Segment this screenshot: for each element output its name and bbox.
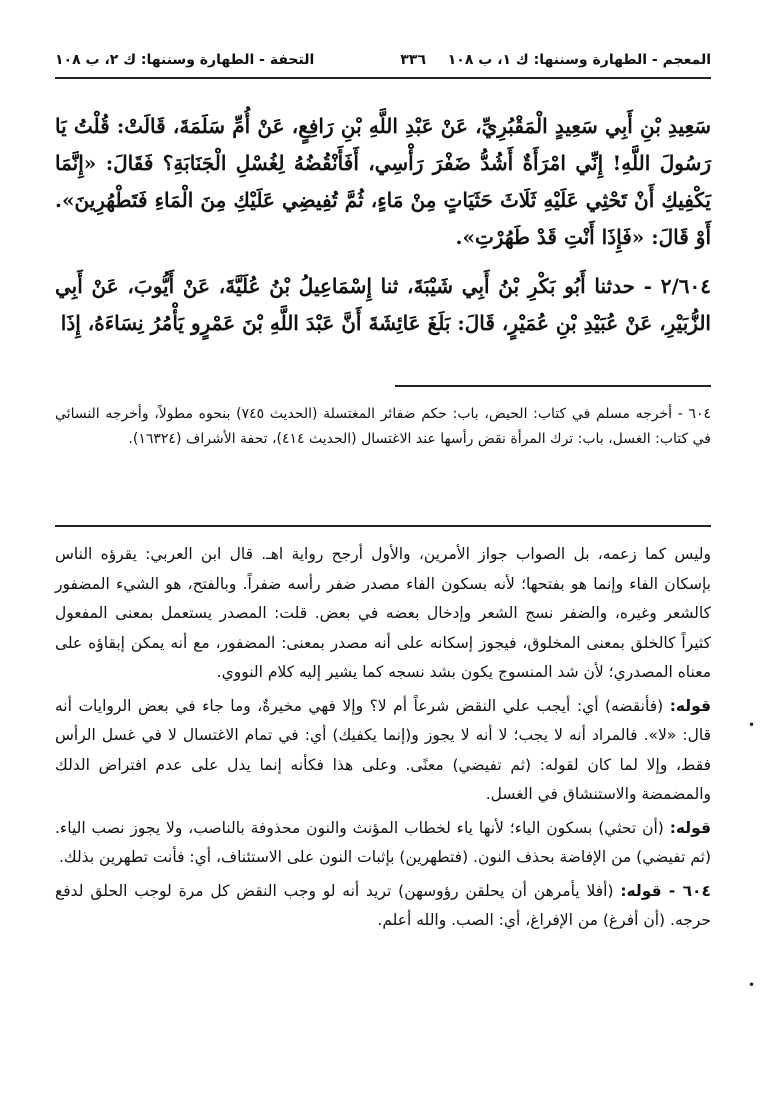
header-left-reference: التحفة - الطهارة وسننها: ك ٢، ب ١٠٨ [55, 52, 315, 68]
commentary-label-3: قوله: [669, 818, 711, 837]
commentary-label-4: ٦٠٤ - قوله: [620, 881, 711, 900]
hadith-paragraph-1: سَعِيدِ بْنِ أَبِي سَعِيدٍ الْمَقْبُرِيِّ، عَنْ عَبْدِ اللَّهِ بْنِ رَافِعٍ، عَنْ أُمِّ سَلَمَةَ، قَالَتْ: قُلْتُ يَا رَسُولَ اللَّهِ! إِنِّي امْرَأَةٌ أَشُدُّ ضَفْرَ رَأْسِي، أَفَأَنْقُضُهُ لِغُسْلِ الْجَنَابَةِ؟ فَقَالَ: «إِنَّمَا يَكْفِيكِ أَنْ تَحْثِي عَلَيْهِ ثَلَاثَ حَثَيَاتٍ مِنْ مَاءٍ، ثُمَّ تُفِيضِي عَلَيْكِ مِنَ الْمَاءِ فَتَطْهُرِينَ». أَوْ قَالَ: «فَإِذَا أَنْتِ قَدْ طَهُرْتِ». [55, 114, 711, 249]
commentary-paragraph-2 [55, 692, 711, 810]
margin-dot: • [748, 718, 756, 732]
hadith-text [55, 108, 711, 342]
commentary [55, 540, 711, 940]
commentary-paragraph-3 [55, 814, 711, 873]
commentary-paragraph-1: وليس كما زعمه، بل الصواب جواز الأمرين، والأول أرجح رواية اهـ. قال ابن العربي: يقرؤه الناس بإسكان الفاء وإنما هو بفتحها؛ لأنه بسكون الفاء مصدر ضفر رأسه ضفراً. وبالفتح، هو الشيء المضفور كالشعر وغيره، والضفر نسج الشعر وإدخال بعضه في بعض. قلت: المصدر يستعمل بمعنى المفعول كثيراً كالخلق بمعنى المخلوق، فيجوز إسكانه على أنه مصدر بمعنى: المضفور، مع أنه يمكن إبقاؤه على معناه المصدري؛ لأن شد المنسوج يكون بشد نسجه كما يشير إليه كلام النووي. [55, 545, 711, 681]
footnote-text: ٦٠٤ - أخرجه مسلم في كتاب: الحيض، باب: حكم ضفائر المغتسلة (الحديث ٧٤٥) بنحوه مطولاً، وأخرجه النسائي في كتاب: الغسل، باب: ترك المرأة نقض رأسها عند الاغتسال (الحديث ٤١٤)، تحفة الأشراف (١٦٣٢٤). [55, 406, 711, 447]
hadith-paragraph-2: ٢/٦٠٤ - حدثنا أَبُو بَكْرِ بْنُ أَبِي شَيْبَةَ، ثنا إِسْمَاعِيلُ بْنُ عُلَيَّةَ، عَنْ أَيُّوبَ، عَنْ أَبِي الزُّبَيْرِ، عَنْ عُبَيْدِ بْنِ عُمَيْرٍ، قَالَ: بَلَغَ عَائِشَةَ أَنَّ عَبْدَ اللَّهِ بْنَ عَمْرٍو يَأْمُرُ نِسَاءَهُ، إِذَا [55, 274, 711, 335]
running-header [55, 50, 711, 74]
commentary-text-4: (أفلا يأمرهن أن يحلقن رؤوسهن) تريد أنه لو وجب النقض كل مرة لوجب الحلق لدفع حرجه. (أن أفرغ) من الإفراغ، أي: الصب. والله أعلم. [55, 881, 711, 929]
footnote-separator [395, 385, 711, 387]
commentary-paragraph-4 [55, 877, 711, 936]
page-number: ٣٣٦ [400, 52, 426, 68]
commentary-rule [55, 525, 711, 527]
header-right-reference: المعجم - الطهارة وسننها: ك ١، ب ١٠٨ [447, 52, 711, 68]
header-rule [55, 77, 711, 79]
footnote [55, 402, 711, 452]
commentary-text-2: (فأنقضه) أي: أيجب علي النقض شرعاً أم لا؟ وإلا فهي مخيرةٌ، وما جاء في بعض الروايات أنه قال: «لا». فالمراد أنه لا يجب؛ لا أنه لا يجوز و(إنما يكفيك) أي: في تمام الاغتسال لا في غسل الرأس فقط، وإلا لما كان لقوله: (ثم تفيضي) معنًى. وعلى هذا فكأنه إنما يدل على عدم افتراض الدلك والمضمضة والاستنشاق في الغسل. [55, 696, 711, 803]
commentary-label-2: قوله: [669, 696, 711, 715]
commentary-text-3: (أن تحثي) بسكون الياء؛ لأنها ياء لخطاب المؤنث والنون محذوفة بالناصب، ولا يجوز نصب الياء. (ثم تفيضي) من الإفاضة بحذف النون. (فتطهرين) بإثبات النون على الاستئناف، أي: فأنت تطهرين بذلك. [55, 818, 711, 866]
margin-dot: • [748, 978, 756, 992]
